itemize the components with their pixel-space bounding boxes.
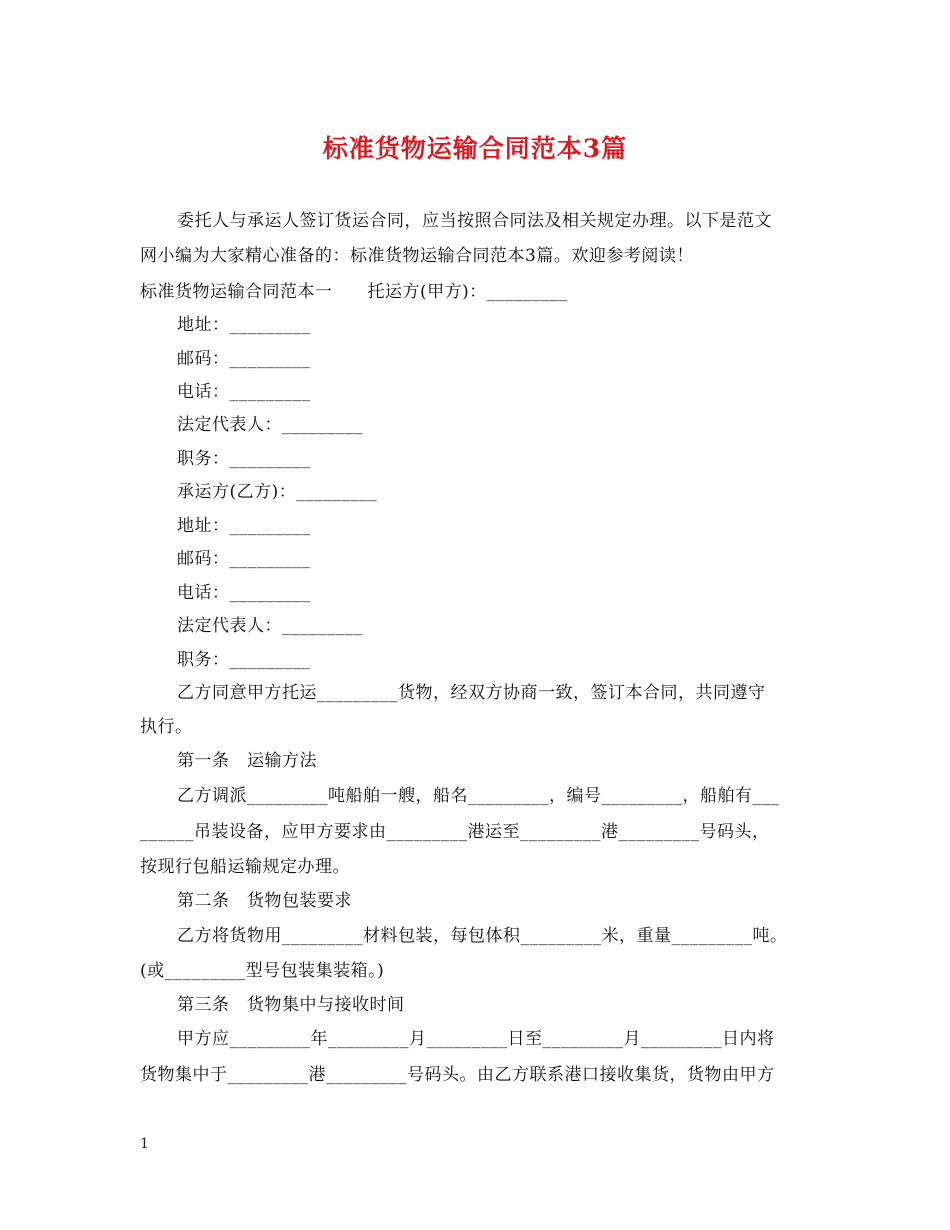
body-line-10: 地址：_________ bbox=[177, 516, 311, 536]
body-line-14: 职务：_________ bbox=[177, 650, 311, 670]
body-line-15: 乙方同意甲方托运_________货物，经双方协商一致，签订本合同，共同遵守 bbox=[177, 683, 766, 703]
body-line-22: 乙方将货物用_________材料包装，每包体积_________米，重量_________吨。 bbox=[177, 926, 788, 946]
body-line-13: 法定代表人：_________ bbox=[177, 616, 363, 636]
body-line-4: 地址：_________ bbox=[177, 315, 311, 335]
body-line-2: 网小编为大家精心准备的：标准货物运输合同范本3篇。欢迎参考阅读！ bbox=[140, 246, 694, 266]
body-line-16: 执行。 bbox=[140, 717, 193, 737]
body-line-19: ______吊装设备，应甲方要求由_________港运至_________港_________号码头， bbox=[140, 822, 770, 842]
body-line-3: 标准货物运输合同范本一 托运方(甲方)：_________ bbox=[140, 282, 568, 302]
body-line-24: 第三条 货物集中与接收时间 bbox=[177, 995, 405, 1015]
document-title: 标准货物运输合同范本3篇 bbox=[322, 134, 628, 163]
body-line-25: 甲方应_________年_________月_________日至_________月_________日内将 bbox=[177, 1029, 775, 1049]
body-line-17: 第一条 运输方法 bbox=[177, 751, 317, 771]
body-line-6: 电话：_________ bbox=[177, 382, 311, 402]
body-line-1: 委托人与承运人签订货运合同，应当按照合同法及相关规定办理。以下是范文 bbox=[177, 211, 772, 231]
body-line-8: 职务：_________ bbox=[177, 449, 311, 469]
page-number: 1 bbox=[140, 1136, 149, 1152]
body-line-20: 按现行包船运输规定办理。 bbox=[140, 857, 350, 877]
body-line-21: 第二条 货物包装要求 bbox=[177, 891, 352, 911]
body-line-23: (或_________型号包装集装箱。) bbox=[140, 961, 385, 981]
body-line-26: 货物集中于_________港_________号码头。由乙方联系港口接收集货，货物由甲方 bbox=[140, 1065, 775, 1085]
body-line-9: 承运方(乙方)：_________ bbox=[177, 482, 378, 502]
body-line-7: 法定代表人：_________ bbox=[177, 415, 363, 435]
body-line-5: 邮码：_________ bbox=[177, 349, 311, 369]
body-line-12: 电话：_________ bbox=[177, 583, 311, 603]
body-line-11: 邮码：_________ bbox=[177, 549, 311, 569]
body-line-18: 乙方调派_________吨船舶一艘，船名_________，编号_________，船舶有___ bbox=[177, 786, 780, 806]
